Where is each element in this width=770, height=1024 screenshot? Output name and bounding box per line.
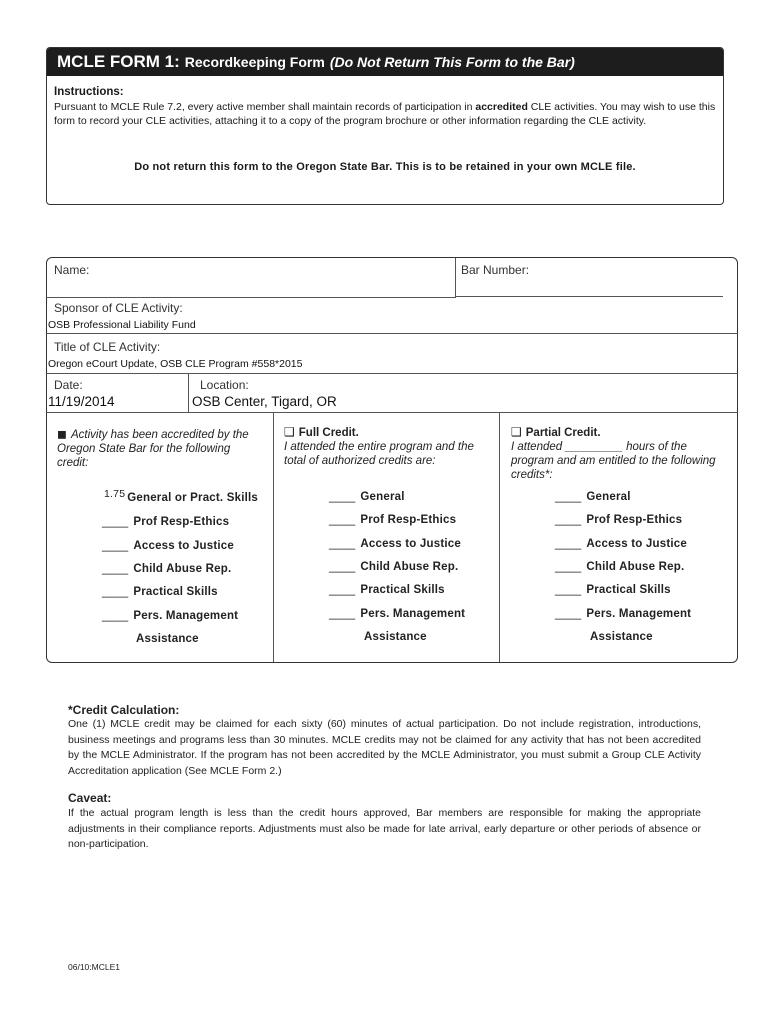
caveat-text: If the actual program length is less than the credit hours approved, Bar members are responsible for making the appropriate adjustments in their compliance reports. Adjustments must also be made for late arrival, early departure or other periods of absence or non-participation.	[68, 807, 701, 850]
credit-blank[interactable]: ____	[329, 514, 356, 526]
accredited-item-continuation: Assistance	[136, 633, 199, 645]
partial-item[interactable]	[555, 514, 682, 526]
location-value[interactable]: OSB Center, Tigard, OR	[192, 394, 337, 409]
instructions-text-part: Pursuant to MCLE Rule 7.2, every active member shall maintain records of participation in	[54, 101, 476, 113]
credit-calculation-heading: *Credit Calculation:	[68, 703, 180, 717]
partial-item-continuation: Assistance	[590, 631, 653, 643]
credit-item-label: Prof Resp-Ethics	[586, 514, 683, 526]
instructions-text-part: CLE activities. You may wish to use this form to record your CLE activities, attaching it to a copy of the program brochure or other information regarding the CLE activity.	[54, 101, 716, 127]
accredited-item-general[interactable]	[104, 488, 258, 504]
bar-number-label: Bar Number:	[461, 263, 530, 277]
partial-item[interactable]	[555, 491, 631, 503]
divider	[46, 412, 738, 413]
full-credit-heading-text: I attended the entire program and the total of authorized credits are:	[284, 441, 474, 467]
divider	[46, 373, 738, 374]
full-credit-title: Full Credit.	[298, 427, 359, 439]
credit-item-label: Access to Justice	[360, 538, 461, 550]
instructions-text	[54, 100, 718, 128]
credit-item-label: Pers. Management	[586, 608, 692, 620]
credit-item-label: Practical Skills	[360, 584, 445, 596]
credit-item-label: General	[586, 491, 631, 503]
activity-title-value[interactable]: Oregon eCourt Update, OSB CLE Program #558*2015	[48, 358, 303, 370]
accredited-item[interactable]	[102, 540, 234, 552]
credit-item-label: Access to Justice	[586, 538, 687, 550]
full-credit-heading	[284, 425, 489, 468]
form-title-bar	[47, 48, 723, 76]
credit-item-label: General	[360, 491, 405, 503]
partial-credit-checkbox-icon[interactable]: ❑	[511, 425, 522, 439]
form-subtitle: Recordkeeping Form	[184, 54, 325, 70]
divider	[455, 296, 723, 297]
full-credit-checkbox-icon[interactable]: ❑	[284, 425, 295, 439]
partial-item[interactable]	[555, 538, 687, 550]
credit-blank[interactable]: ____	[555, 538, 582, 550]
accredited-checkbox-icon[interactable]: ◼	[57, 427, 67, 441]
date-value[interactable]: 11/19/2014	[48, 394, 115, 409]
credit-blank[interactable]: ____	[329, 491, 356, 503]
accredited-item[interactable]	[102, 586, 218, 598]
credit-item-label: General or Pract. Skills	[127, 492, 258, 504]
credit-blank[interactable]: ____	[555, 584, 582, 596]
accredited-item[interactable]	[102, 610, 238, 622]
partial-credit-title: Partial Credit.	[525, 427, 601, 439]
full-item[interactable]	[329, 584, 445, 596]
credit-item-label: Child Abuse Rep.	[586, 561, 685, 573]
credit-item-label: Practical Skills	[133, 586, 218, 598]
partial-item[interactable]	[555, 608, 691, 620]
form-title-note: (Do Not Return This Form to the Bar)	[329, 54, 575, 70]
credit-item-label: Pers. Management	[360, 608, 466, 620]
retain-notice: Do not return this form to the Oregon State Bar. This is to be retained in your own MCLE file.	[134, 161, 636, 173]
location-label: Location:	[200, 378, 249, 392]
sponsor-label: Sponsor of CLE Activity:	[54, 301, 183, 315]
accredited-heading-text: Activity has been accredited by the Oregon State Bar for the following credit:	[57, 429, 249, 469]
credit-item-label: Pers. Management	[133, 610, 239, 622]
credit-blank[interactable]: ____	[102, 610, 129, 622]
partial-credit-heading	[511, 425, 721, 482]
credit-blank[interactable]: ____	[102, 540, 129, 552]
credit-blank[interactable]: ____	[329, 538, 356, 550]
full-item-continuation: Assistance	[364, 631, 427, 643]
divider	[273, 412, 274, 662]
divider	[499, 412, 500, 662]
partial-item[interactable]	[555, 561, 684, 573]
credit-item-label: Child Abuse Rep.	[133, 563, 232, 575]
full-item[interactable]	[329, 608, 465, 620]
credit-blank[interactable]: ____	[329, 608, 356, 620]
date-label: Date:	[54, 378, 83, 392]
credit-calculation-text: One (1) MCLE credit may be claimed for each sixty (60) minutes of actual participation. Do not include registration, introductions, business meetings and programs less than 30 minutes. MCLE credits may not be claimed for any activity that has not been accredited by the MCLE Administrator. If the program has not been accredited by the MCLE Administrator, you must submit a Group CLE Activity Accreditation application (See MCLE Form 2.)	[68, 718, 701, 777]
divider	[455, 258, 456, 297]
credit-blank[interactable]: ____	[555, 561, 582, 573]
credit-item-label: Child Abuse Rep.	[360, 561, 459, 573]
bar-number-field[interactable]	[535, 258, 730, 294]
credit-blank[interactable]: ____	[555, 514, 582, 526]
caveat-heading: Caveat:	[68, 791, 112, 805]
divider	[188, 373, 189, 412]
sponsor-value[interactable]: OSB Professional Liability Fund	[48, 319, 196, 331]
divider	[46, 297, 456, 298]
accredited-item[interactable]	[102, 563, 231, 575]
credit-item-label: Access to Justice	[133, 540, 234, 552]
full-item[interactable]	[329, 538, 461, 550]
full-item[interactable]	[329, 491, 405, 503]
credit-blank[interactable]: ____	[555, 608, 582, 620]
divider	[46, 333, 738, 334]
activity-title-label: Title of CLE Activity:	[54, 340, 161, 354]
name-label: Name:	[54, 263, 90, 277]
full-item[interactable]	[329, 514, 456, 526]
instructions-accredited: accredited	[475, 101, 528, 113]
partial-item[interactable]	[555, 584, 671, 596]
full-item[interactable]	[329, 561, 458, 573]
instructions-heading: Instructions:	[54, 86, 124, 98]
credit-blank[interactable]: ____	[102, 516, 129, 528]
credit-blank[interactable]: ____	[102, 563, 129, 575]
credit-blank[interactable]: ____	[555, 491, 582, 503]
credit-item-label: Practical Skills	[586, 584, 671, 596]
form-title: MCLE FORM 1:	[57, 52, 180, 71]
accredited-general-value[interactable]: 1.75	[104, 488, 126, 500]
partial-credit-heading-text: I attended _________ hours of the program and am entitled to the following credits*:	[511, 441, 716, 481]
name-field[interactable]	[98, 258, 452, 294]
credit-item-label: Prof Resp-Ethics	[133, 516, 230, 528]
credit-blank[interactable]: ____	[329, 561, 356, 573]
form-code: 06/10:MCLE1	[68, 962, 120, 972]
credit-item-label: Prof Resp-Ethics	[360, 514, 457, 526]
accredited-item[interactable]	[102, 516, 229, 528]
credit-blank[interactable]: ____	[102, 586, 129, 598]
credit-blank[interactable]: ____	[329, 584, 356, 596]
accredited-heading	[57, 427, 262, 470]
